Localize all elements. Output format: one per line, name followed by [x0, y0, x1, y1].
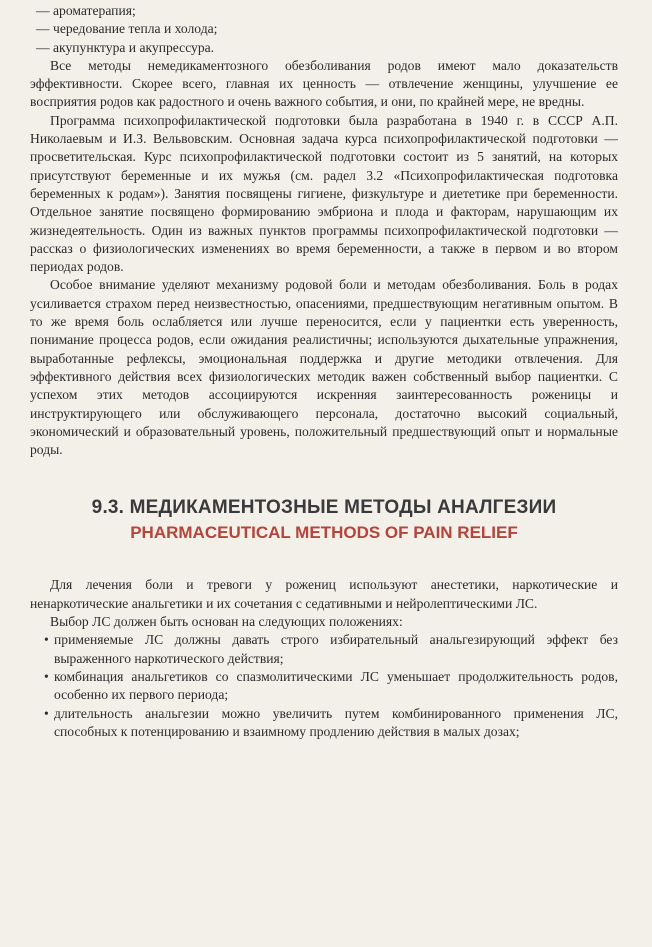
paragraph: Программа психопрофилактической подготовки была разработана в 1940 г. в СССР А.П. Николаевым и И.З. Вельвовским. Основная задача курса психопрофилактической подготовки — просветительская. Курс психопрофилактической подготовки состоит из 5 занятий, на которых присутствуют беременные и их мужья (см. радел 3.2 «Психопрофилактическая подготовка беременных к родам»). Занятия посвящены гигиене, физкультуре и диететике при беременности. Отдельное занятие посвящено формированию эмбриона и плода и факторам, нарушающим их жизнедеятельность. Один из важных пунктов программы психопрофилактической подготовки — рассказ о физиологических изменениях во время беременности, а также в первом и во втором периодах родов.: [30, 112, 618, 275]
list-item: — чередование тепла и холода;: [36, 21, 218, 37]
paragraph: Выбор ЛС должен быть основан на следующих положениях:: [50, 614, 403, 630]
section-title-ru: 9.3. МЕДИКАМЕНТОЗНЫЕ МЕТОДЫ АНАЛГЕЗИИ: [91, 497, 557, 519]
section-title-en: PHARMACEUTICAL METHODS OF PAIN RELIEF: [130, 523, 518, 543]
list-item: — акупунктура и акупрессура.: [36, 39, 215, 55]
paragraph: Особое внимание уделяют механизму родовой боли и методам обезболивания. Боль в родах усиливается страхом перед неизвестностью, опасениями, предшествующим негативным опытом. В то же время боль ослабляется или лучше переносится, если у пациентки есть уверенность, понимание процесса родов, если ожидания реалистичны; используются дыхательные упражнения, выработанные рефлексы, эмоциональная поддержка и другие методики отвлечения. Для эффективного действия всех физиологических методик важен собственный выбор пациентки. С успехом этих методов ассоциируются искренняя заинтересованность роженицы и инструктирующего или обслуживающего персонала, достаточно высокий социальный, экономический и образовательный уровень, положительный предшествующий опыт и нормальные роды.: [30, 277, 618, 458]
top-dash-list: [30, 2, 618, 57]
list-item: • комбинация анальгетиков со спазмолитическими ЛС уменьшает продолжительность родов, особенно их первого периода;: [44, 668, 618, 703]
paragraph: Для лечения боли и тревоги у рожениц используют анестетики, наркотические и ненаркотические анальгетики и их сочетания с седативными и нейролептическими ЛС.: [30, 577, 618, 611]
list-item: • длительность анальгезии можно увеличить путем комбинированного применения ЛС, способных к потенцированию и взаимному продлению действия в малых дозах;: [44, 705, 618, 739]
bullet-icon: •: [44, 668, 49, 684]
section-heading: [30, 496, 618, 544]
list-item: • применяемые ЛС должны давать строго избирательный анальгезирующий эффект без выраженного наркотического действия;: [44, 632, 618, 666]
bullet-icon: •: [44, 632, 49, 648]
bullet-icon: •: [44, 705, 49, 721]
bullet-list: [30, 631, 618, 741]
paragraph: Все методы немедикаментозного обезболивания родов имеют мало доказательств эффективности. Скорее всего, главная их ценность — отвлечение женщины, улучшение ее восприятия родов как радостного и очень важного события, и они, по крайней мере, не вредны.: [30, 57, 618, 110]
list-item: — ароматерапия;: [36, 3, 136, 18]
